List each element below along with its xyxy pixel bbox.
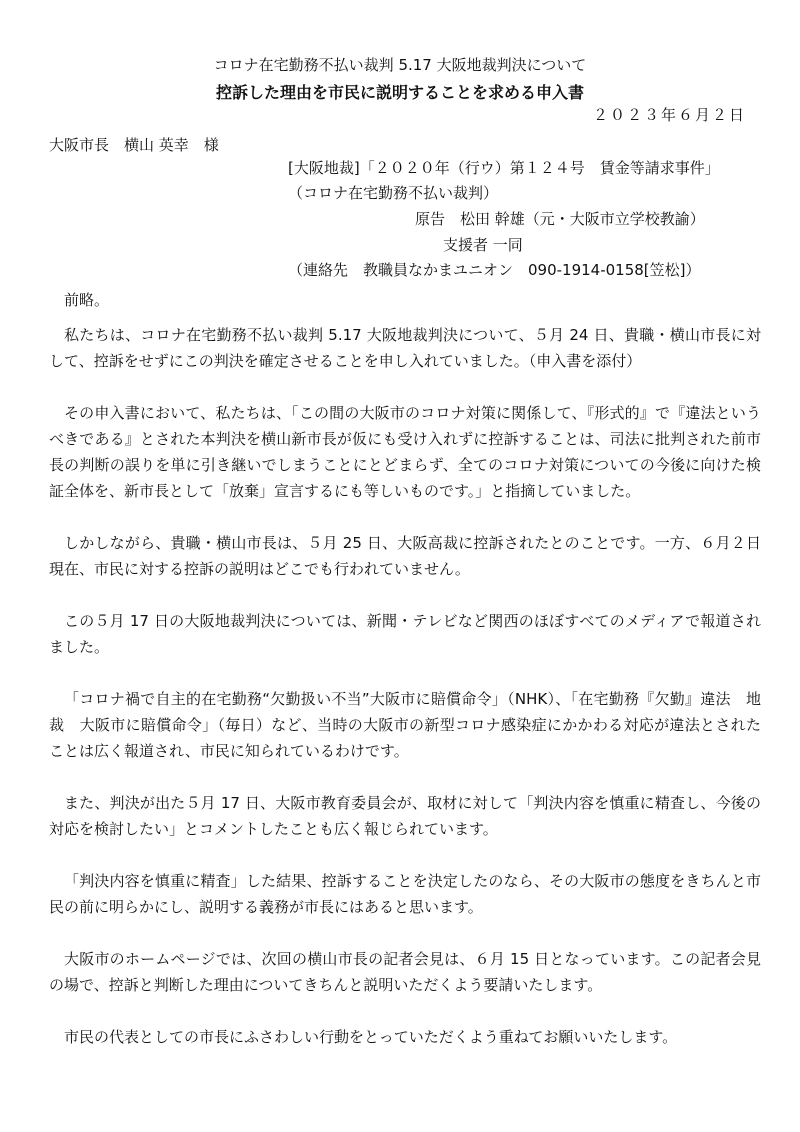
sender-case-nickname: （コロナ在宅勤務不払い裁判） [288,184,499,202]
body-paragraph-9: 市民の代表としての市長にふさわしい行動をとっていただくよう重ねてお願いいたします。 [64,1028,678,1046]
sender-case: [大阪地裁]「２０２０年（行ウ）第１２４号 賃金等請求事件」 [288,159,720,177]
sender-contact: （連絡先 教職員なかまユニオン 090-1914-0158[笠松]） [288,261,701,279]
body-paragraph-1: 私たちは、コロナ在宅勤務不払い裁判 5.17 大阪地裁判決について、５月 24 日、貴職・横山市長に対して、控訴をせずにこの判決を確定させることを申し入れていました。（申入書を添付） [49,326,761,370]
document-date: ２０２３年６月２日 [592,106,746,124]
greeting: 前略。 [64,291,110,309]
document-body [49,322,761,1076]
body-paragraph-8: 大阪市のホームページでは、次回の横山市長の記者会見は、６月 15 日となっています。この記者会見の場で、控訴と判断した理由についてきちんと説明いただくよう要請いたします。 [49,950,761,994]
document-title-line2: 控訴した理由を市民に説明することを求める申入書 [215,83,584,102]
body-paragraph-3: しかしながら、貴職・横山市長は、５月 25 日、大阪高裁に控訴されたとのことです。一方、６月２日現在、市民に対する控訴の説明はどこでも行われていません。 [49,534,761,578]
body-paragraph-2: その申入書において、私たちは、「この間の大阪市のコロナ対策に関係して、『形式的』で『違法というべきである』とされた本判決を横山新市長が仮にも受け入れずに控訴することは、司法に批判された前市長の判断の誤りを単に引き継いでしまうことにとどまらず、全てのコロナ対策についての今後に向けた検証全体を、新市長として「放棄」宣言するにも等しいものです。」と指摘していました。 [49,404,761,500]
document-title-line1: コロナ在宅勤務不払い裁判 5.17 大阪地裁判決について [213,56,587,74]
body-paragraph-5: 「コロナ禍で自主的在宅勤務“欠勤扱い不当”大阪市に賠償命令」（NHK）、「在宅勤務『欠勤』違法 地裁 大阪市に賠償命令」（毎日）など、当時の大阪市の新型コロナ感染症にかかわる対応が違法とされたことは広く報道され、市民に知られているわけです。 [49,690,761,760]
sender-supporters: 支援者 一同 [443,236,523,254]
body-paragraph-6: また、判決が出た５月 17 日、大阪市教育委員会が、取材に対して「判決内容を慎重に精査し、今後の対応を検討したい」とコメントしたことも広く報じられています。 [49,794,761,838]
body-paragraph-4: この５月 17 日の大阪地裁判決については、新聞・テレビなど関西のほぼすべてのメディアで報道されました。 [49,612,761,656]
body-paragraph-7: 「判決内容を慎重に精査」した結果、控訴することを決定したのなら、その大阪市の態度をきちんと市民の前に明らかにし、説明する義務が市長にはあると思います。 [49,872,761,916]
sender-plaintiff: 原告 松田 幹雄（元・大阪市立学校教諭） [415,210,705,228]
addressee: 大阪市長 横山 英幸 様 [49,136,219,154]
